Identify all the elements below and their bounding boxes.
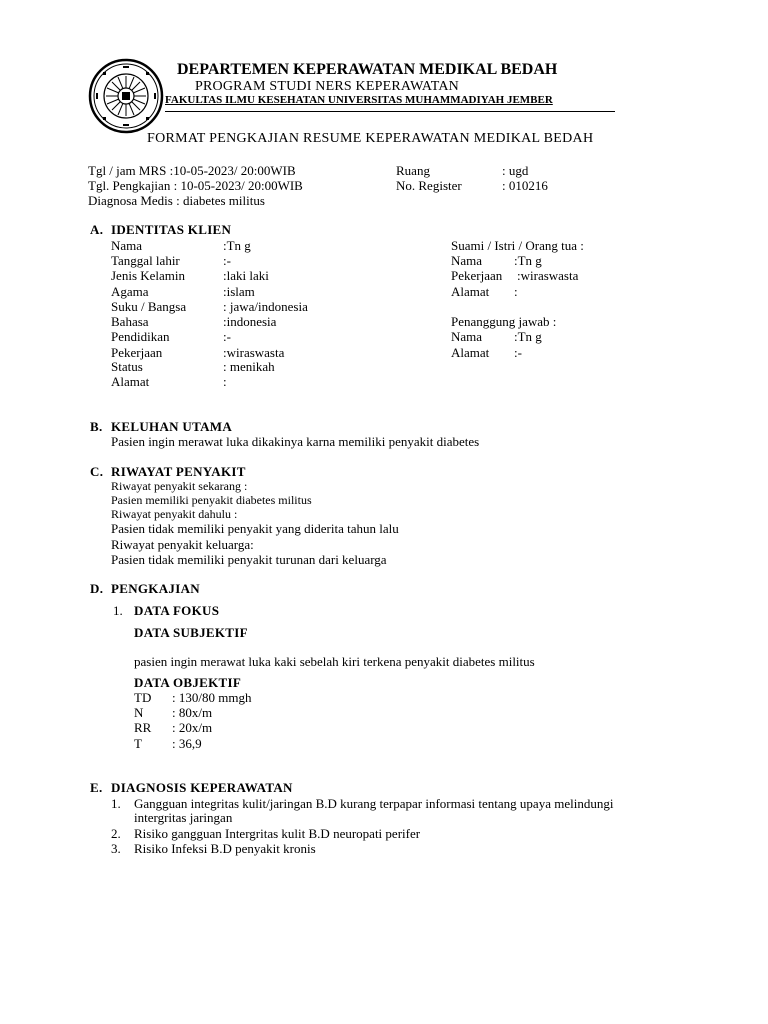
ruang-value: : ugd (502, 163, 529, 178)
klien-value: : jawa/indonesia (223, 299, 308, 314)
program-title: PROGRAM STUDI NERS KEPERAWATAN (195, 79, 459, 94)
klien-value: : menikah (223, 359, 275, 374)
register-value: : 010216 (502, 178, 548, 193)
section-a-title: IDENTITAS KLIEN (111, 222, 232, 237)
pj-label: Nama (451, 329, 483, 344)
diagnosis-text: Risiko Infeksi B.D penyakit kronis (134, 841, 316, 856)
klien-label: Suku / Bangsa (111, 299, 187, 314)
university-logo (88, 58, 164, 134)
pj-value: :- (514, 345, 522, 360)
klien-label: Alamat (111, 374, 150, 389)
vital-value: : 36,9 (172, 736, 202, 751)
section-e-title: DIAGNOSIS KEPERAWATAN (111, 780, 293, 795)
riwayat-line: Riwayat penyakit dahulu : (111, 507, 238, 521)
ruang-label: Ruang (396, 163, 430, 178)
klien-value: :Tn g (223, 238, 251, 253)
section-e-number: E. (90, 780, 103, 795)
pj-label: Alamat (451, 345, 490, 360)
diagnosis-text: Risiko gangguan Intergritas kulit B.D neuropati perifer (134, 826, 421, 841)
klien-label: Status (111, 359, 143, 374)
data-objektif-title: DATA OBJEKTIF (134, 675, 242, 690)
section-c-title: RIWAYAT PENYAKIT (111, 464, 246, 479)
diagnosis-text: Gangguan integritas kulit/jaringan B.D kurang terpapar informasi tentang upaya melindungi (134, 796, 614, 811)
klien-label: Bahasa (111, 314, 149, 329)
vital-label: TD (134, 690, 152, 705)
data-fokus-number: 1. (113, 603, 123, 618)
form-title: FORMAT PENGKAJIAN RESUME KEPERAWATAN MEDIKAL BEDAH (147, 131, 594, 146)
suami-value: :Tn g (514, 253, 542, 268)
register-label: No. Register (396, 178, 462, 193)
klien-value: :islam (223, 284, 255, 299)
diagnosis-number: 3. (111, 841, 121, 856)
section-a-number: A. (90, 222, 104, 237)
vital-value: : 20x/m (172, 720, 213, 735)
klien-value: :- (223, 329, 231, 344)
section-d-title: PENGKAJIAN (111, 581, 200, 596)
vital-label: N (134, 705, 144, 720)
department-title: DEPARTEMEN KEPERAWATAN MEDIKAL BEDAH (177, 61, 558, 78)
pengkajian-row: Tgl. Pengkajian : 10-05-2023/ 20:00WIB (88, 178, 303, 193)
faculty-title: FAKULTAS ILMU KESEHATAN UNIVERSITAS MUHAMMADIYAH JEMBER (165, 94, 553, 106)
header-rule (165, 111, 615, 112)
vital-label: RR (134, 720, 152, 735)
diagnosa-row: Diagnosa Medis : diabetes militus (88, 193, 265, 208)
riwayat-line: Pasien tidak memiliki penyakit turunan dari keluarga (111, 552, 387, 567)
klien-label: Agama (111, 284, 149, 299)
klien-value: :laki laki (223, 268, 269, 283)
diagnosis-number: 1. (111, 796, 121, 811)
mrs-row: Tgl / jam MRS :10-05-2023/ 20:00WIB (88, 163, 296, 178)
klien-label: Pekerjaan (111, 345, 163, 360)
klien-label: Pendidikan (111, 329, 170, 344)
section-b-number: B. (90, 419, 103, 434)
riwayat-line: Pasien memiliki penyakit diabetes militus (111, 493, 312, 507)
suami-value: : (514, 284, 518, 299)
suami-label: Pekerjaan (451, 268, 503, 283)
klien-value: :indonesia (223, 314, 277, 329)
klien-label: Nama (111, 238, 143, 253)
klien-value: :- (223, 253, 231, 268)
suami-title: Suami / Istri / Orang tua : (451, 238, 584, 253)
riwayat-line: Pasien tidak memiliki penyakit yang diderita tahun lalu (111, 521, 399, 536)
pj-title: Penanggung jawab : (451, 314, 557, 329)
klien-value: : (223, 374, 227, 389)
section-b-title: KELUHAN UTAMA (111, 419, 233, 434)
suami-label: Nama (451, 253, 483, 268)
keluhan-text: Pasien ingin merawat luka dikakinya karna memiliki penyakit diabetes (111, 434, 480, 449)
data-subjektif-title: DATA SUBJEKTIF (134, 625, 248, 640)
data-fokus-title: DATA FOKUS (134, 603, 220, 618)
klien-value: :wiraswasta (223, 345, 285, 360)
klien-label: Tanggal lahir (111, 253, 180, 268)
section-c-number: C. (90, 464, 104, 479)
section-d-number: D. (90, 581, 104, 596)
vital-label: T (134, 736, 142, 751)
klien-label: Jenis Kelamin (111, 268, 186, 283)
pj-value: :Tn g (514, 329, 542, 344)
data-subjektif-text: pasien ingin merawat luka kaki sebelah kiri terkena penyakit diabetes militus (134, 654, 535, 669)
riwayat-line: Riwayat penyakit sekarang : (111, 479, 248, 493)
suami-label: Alamat (451, 284, 490, 299)
vital-value: : 130/80 mmgh (172, 690, 252, 705)
diagnosis-text-cont: intergritas jaringan (134, 810, 233, 825)
suami-value: :wiraswasta (517, 268, 579, 283)
diagnosis-number: 2. (111, 826, 121, 841)
riwayat-line: Riwayat penyakit keluarga: (111, 537, 254, 552)
vital-value: : 80x/m (172, 705, 213, 720)
